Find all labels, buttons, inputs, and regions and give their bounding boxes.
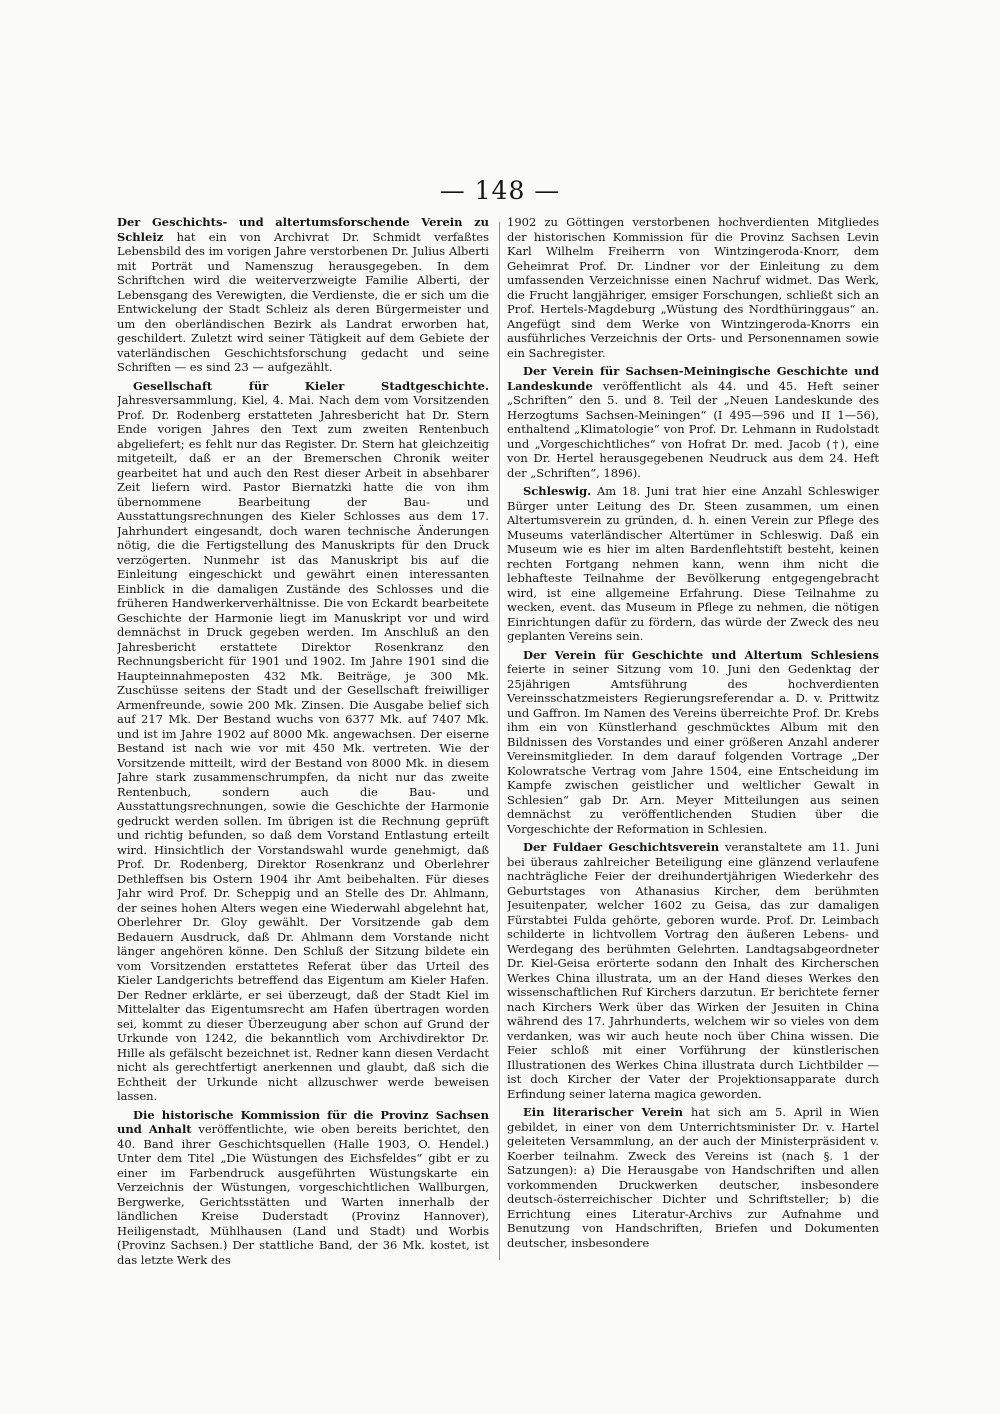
article-meiningen — [507, 364, 879, 480]
article-heading: Der Verein für Geschichte und Altertum Schlesiens — [523, 647, 879, 662]
article-text: feierte in seiner Sitzung vom 10. Juni den Gedenktag der 25jährigen Amtsführung des hochverdienten Vereinsschatzmeisters Regierungsreferendar a. D. v. Prittwitz und Gaffron. Im Namen des Vereins überreichte Prof. Dr. Krebs ihm ein von Künstlerhand geschmücktes Album mit den Bildnissen des Vorstandes und einer größeren Anzahl anderer Vereinsmitglieder. In dem darauf folgenden Vortrage „Der Kolowratsche Vertrag vom Jahre 1504, eine Entscheidung im Kampfe zwischen geistlicher und weltlicher Gewalt in Schlesien“ gab Dr. Arn. Meyer Mitteilungen aus seinen demnächst zu veröffentlichenden Studien über die Vorgeschichte der Reformation in Schlesien. — [507, 662, 879, 836]
article-text: hat sich am 5. April in Wien gebildet, in einer von dem Unterrichtsminister Dr. v. Hartel geleiteten Versammlung, an der auch der Ministerpräsident v. Koerber teilnahm. Zweck des Vereins ist (nach §. 1 der Satzungen): a) Die Herausgabe von Handschriften und allen vorkommenden Druckwerken deutscher, insbesondere deutsch-österreichischer Dichter und Schriftsteller; b) die Errichtung eines Literatur-Archivs zur Aufnahme und Benutzung von Handschriften, Briefen und Dokumenten deutscher, insbesondere — [507, 1105, 879, 1250]
article-heading: Gesellschaft für Kieler Stadtgeschichte. — [133, 378, 489, 393]
page-number: — 148 — — [439, 176, 561, 205]
article-heading: Der Fuldaer Geschichtsverein — [523, 840, 720, 854]
article-text: veröffentlichte, wie oben bereits berichtet, den 40. Band ihrer Geschichtsquellen (Halle 1903, O. Hendel.) Unter dem Titel „Die Wüstungen des Eichsfeldes“ gibt er zu einer im Farbendruck ausgeführten Wüstungskarte ein Verzeichnis der Wüstungen, vorgeschichtlichen Wallburgen, Bergwerke, Gerichtsstätten und Warten innerhalb der ländlichen Kreise Duderstadt (Provinz Hannover), Heiligenstadt, Mühlhausen (Land und Stadt) und Worbis (Provinz Sachsen.) Der stattliche Band, der 36 Mk. kostet, ist das letzte Werk des — [117, 1122, 489, 1265]
column-divider — [499, 222, 500, 1260]
article-schlesien — [507, 648, 879, 837]
article-heading: Ein literarischer Verein — [523, 1105, 683, 1119]
article-text: 1902 zu Göttingen verstorbenen hochverdienten Mitgliedes der historischen Kommission für die Provinz Sachsen Levin Karl Wilhelm Freiherrn von Wintzingeroda-Knorr, dem Geheimrat Prof. Dr. Lindner vor der Einleitung zu dem umfassenden Verzeichnisse einen Nachruf widmet. Das Werk, die Frucht langjähriger, emsiger Forschungen, schließt sich an Prof. Hertels-Magdeburg „Wüstung des Nordthüringgaus“ an. Angefügt sind dem Werke von Wintzingeroda-Knorrs ein ausführliches Verzeichnis der Orts- und Personennamen sowie ein Sachregister. — [507, 215, 879, 360]
article-text: veröffentlicht als 44. und 45. Heft seiner „Schriften“ den 5. und 8. Teil der „Neuen Landeskunde des Herzogtums Sachsen-Meiningen“ (I 495—596 und II 1—56), enthaltend „Klimatologie“ von Prof. Dr. Lehmann in Rudolstadt und „Vorgeschichtliches“ von Hofrat Dr. med. Jacob (†), eine von Dr. Hertel herausgegebenen Neudruck aus dem 24. Heft der „Schriften“, 1896). — [507, 378, 879, 480]
left-column — [117, 215, 489, 1265]
article-heading: Der Verein für Sachsen-Meiningische Geschichte und Landeskunde — [507, 364, 879, 393]
article-continuation — [507, 215, 879, 360]
article-sachsen-anhalt — [117, 1108, 489, 1266]
article-text: Am 18. Juni trat hier eine Anzahl Schleswiger Bürger unter Leitung des Dr. Steen zusammen, um einen Altertumsverein zu gründen, d. h. einen Verein zur Pflege des Museums vaterländischer Altertümer in Schleswig. Daß ein Museum wie es hier im alten Bardenflehtstift besteht, keinen rechten Fortgang nehmen kann, wenn ihm nicht die lebhafteste Teilnahme der Bevölkerung entgegengebracht wird, ist eine allgemeine Erfahrung. Diese Teilnahme zu wecken, event. das Museum in Pflege zu nehmen, die nötigen Einrichtungen dafür zu fördern, das würde der Zweck des neu geplanten Vereins sein. — [507, 484, 879, 643]
article-kiel — [117, 379, 489, 1104]
article-schleswig — [507, 484, 879, 644]
article-text: Jahresversammlung, Kiel, 4. Mai. Nach dem vom Vorsitzenden Prof. Dr. Rodenberg erstatteten Jahresbericht hat Dr. Stern Ende vorigen Jahres den Text zum zweiten Rentenbuch abgeliefert; es fehlt nur das Register. Dr. Stern hat gleichzeitig mitgeteilt, daß er an der Bremerschen Chronik weiter gearbeitet hat und auch den Rest dieser Arbeit in absehbarer Zeit liefern wird. Pastor Biernatzki hatte die von ihm übernommene Bearbeitung der Bau- und Ausstattungsrechnungen des Kieler Schlosses aus dem 17. Jahrhundert eingesandt, doch waren technische Änderungen nötig, die die Fertigstellung des Manuskripts für den Druck verzögerten. Nunmehr ist das Manuskript bis auf die Einleitung eingeschickt und gewährt einen interessanten Einblick in die damaligen Zustände des Schlosses und die früheren Handwerkerverhältnisse. Die von Eckardt bearbeitete Geschichte der Harmonie liegt im Manuskript vor und wird demnächst in Druck gegeben werden. Im Anschluß an den Jahresbericht erstattete Direktor Rosenkranz den Rechnungsbericht für 1901 und 1902. Im Jahre 1901 sind die Haupteinnahmeposten 432 Mk. Beiträge, je 300 Mk. Zuschüsse seitens der Stadt und der Gesellschaft freiwilliger Armenfreunde, sowie 200 Mk. Zinsen. Die Ausgabe belief sich auf 217 Mk. Der Bestand wuchs von 6377 Mk. auf 7407 Mk. und ist im Jahre 1902 auf 8000 Mk. angewachsen. Der eiserne Bestand ist nach wie vor mit 450 Mk. vertreten. Wie der Vorsitzende mitteilt, wird der Bestand von 8000 Mk. in diesem Jahre stark zusammenschrumpfen, da nicht nur das zweite Rentenbuch, sondern auch die Bau- und Ausstattungsrechnungen, sowie die Geschichte der Harmonie gedruckt werden sollen. Im übrigen ist die Rechnung geprüft und richtig befunden, so daß dem Vorstand Entlastung erteilt wird. Hinsichtlich der Vorstandswahl wurde genehmigt, daß Prof. Dr. Rodenberg, Direktor Rosenkranz und Oberlehrer Dethleffsen bis Ostern 1904 ihr Amt beibehalten. Für dieses Jahr wird Prof. Dr. Scheppig und an Stelle des Dr. Ahlmann, der seines hohen Alters wegen eine Wiederwahl abgelehnt hat, Oberlehrer Dr. Gloy gewählt. Der Vorsitzende gab dem Bedauern Ausdruck, daß Dr. Ahlmann dem Vorstande nicht länger angehören könne. Den Schluß der Sitzung bildete ein vom Vorsitzenden erstattetes Referat über das Urteil des Kieler Landgerichts betreffend das Eigentum am Kieler Hafen. Der Redner erklärte, er sei überzeugt, daß der Stadt Kiel im Mittelalter das Eigentumsrecht am Hafen übertragen worden sei, kommt zu dieser Überzeugung aber schon auf Grund der Urkunde von 1242, die bekanntlich vom Archivdirektor Dr. Hille als gefälscht bezeichnet ist. Redner kann diesen Verdacht nicht als gerechtfertigt anerkennen und glaubt, daß sich die Echtheit der Urkunde nicht allzuschwer werde beweisen lassen. — [117, 393, 489, 1103]
article-fulda — [507, 840, 879, 1101]
article-heading: Der Geschichts- und altertumsforschende Verein zu Schleiz — [117, 215, 489, 244]
right-column — [507, 215, 879, 1265]
article-text: hat ein von Archivrat Dr. Schmidt verfaßtes Lebensbild des im vorigen Jahre verstorbenen Dr. Julius Alberti mit Porträt und Namenszug herausgegeben. In dem Schriftchen wird die weiterverzweigte Familie Alberti, der Lebensgang des Verewigten, die Verdienste, die er sich um die Entwickelung der Stadt Schleiz als deren Bürgermeister und um den oberländischen Bezirk als Landrat erworben hat, geschildert. Zuletzt wird seiner Tätigkeit auf dem Gebiete der vaterländischen Geschichtsforschung gedacht und seine Schriften — es sind 23 — aufgezählt. — [117, 229, 489, 374]
article-text: veranstaltete am 11. Juni bei überaus zahlreicher Beteiligung eine glänzend verlaufene nachträgliche Feier der dreihundertjährigen Wiederkehr des Geburtstages von Athanasius Kircher, dem berühmten Jesuitenpater, welcher 1602 zu Geisa, das zur damaligen Fürstabtei Fulda gehörte, geboren wurde. Prof. Dr. Leimbach schilderte in lichtvollem Vortrag den äußeren Lebens- und Werdegang des berühmten Gelehrten. Landtagsabgeordneter Dr. Kiel-Geisa erörterte sodann den Inhalt des Kircherschen Werkes China illustrata, um an der Hand dieses Werkes den wissenschaftlichen Ruf Kirchers darzutun. Er berichtete ferner nach Kirchers Werk über das Wirken der Jesuiten in China während des 17. Jahrhunderts, welchem wir so vieles von dem verdanken, was wir auch heute noch über China wissen. Die Feier schloß mit einer Vorführung der künstlerischen Illustrationen des Werkes China illustrata durch Lichtbilder — ist doch Kircher der Vater der Projektionsapparate durch Erfindung seiner laterna magica geworden. — [507, 840, 879, 1101]
article-heading: Die historische Kommission für die Provinz Sachsen und Anhalt — [117, 1107, 489, 1136]
article-wien — [507, 1105, 879, 1250]
article-heading: Schleswig. — [523, 484, 592, 498]
article-schleiz — [117, 215, 489, 375]
